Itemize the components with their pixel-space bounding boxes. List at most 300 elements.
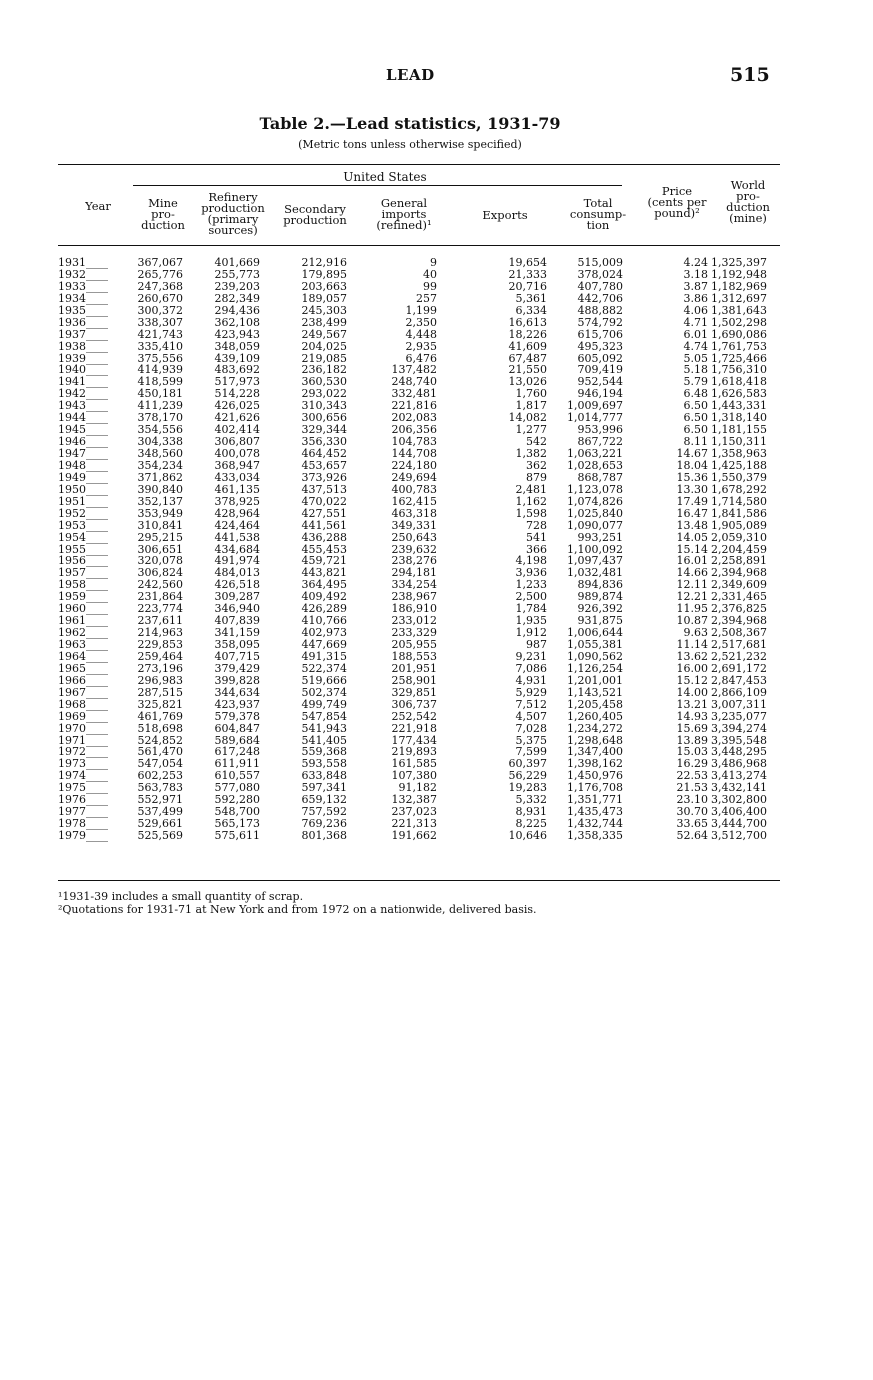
mine-production-cell: 300,372 bbox=[137, 303, 183, 317]
mine-production-cell: 418,599 bbox=[137, 375, 183, 389]
consumption-cell: 1,074,826 bbox=[567, 494, 623, 508]
consumption-cell: 1,028,653 bbox=[567, 458, 623, 472]
year-cell: 1978____ bbox=[58, 817, 108, 831]
consumption-cell: 1,205,458 bbox=[567, 697, 623, 711]
exports-cell: 18,226 bbox=[508, 327, 547, 341]
refinery-production-cell: 421,626 bbox=[214, 411, 260, 425]
year-cell: 1949____ bbox=[58, 470, 108, 484]
mine-production-cell: 231,864 bbox=[137, 590, 183, 604]
col-header-line: pro- bbox=[151, 207, 175, 221]
imports-cell: 400,783 bbox=[391, 482, 437, 496]
world-production-cell: 1,761,753 bbox=[711, 339, 767, 353]
secondary-production-cell: 410,766 bbox=[301, 614, 347, 628]
mine-production-cell: 547,054 bbox=[137, 757, 183, 771]
col-header-line: Price bbox=[661, 184, 693, 198]
world-production-cell: 2,376,825 bbox=[711, 602, 767, 616]
refinery-production-cell: 428,964 bbox=[214, 506, 260, 520]
imports-cell: 257 bbox=[416, 291, 437, 305]
year-cell: 1973____ bbox=[58, 757, 108, 771]
table-row bbox=[0, 508, 873, 520]
refinery-production-cell: 346,940 bbox=[214, 602, 260, 616]
world-production-cell: 1,318,140 bbox=[711, 411, 767, 425]
price-cell: 13.30 bbox=[676, 482, 708, 496]
refinery-production-cell: 517,973 bbox=[214, 375, 260, 389]
secondary-production-cell: 459,721 bbox=[301, 554, 347, 568]
consumption-cell: 615,706 bbox=[577, 327, 623, 341]
year-cell: 1958____ bbox=[58, 578, 108, 592]
imports-cell: 332,481 bbox=[391, 387, 437, 401]
world-production-cell: 2,349,609 bbox=[711, 578, 767, 592]
world-production-cell: 3,448,295 bbox=[711, 745, 767, 759]
exports-cell: 4,507 bbox=[515, 709, 547, 723]
exports-cell: 2,500 bbox=[515, 590, 547, 604]
price-cell: 4.24 bbox=[683, 256, 708, 269]
secondary-production-cell: 212,916 bbox=[301, 256, 347, 269]
imports-cell: 104,783 bbox=[391, 435, 437, 449]
refinery-production-cell: 423,943 bbox=[214, 327, 260, 341]
price-cell: 22.53 bbox=[676, 769, 708, 783]
mine-production-cell: 260,670 bbox=[137, 291, 183, 305]
mine-production-cell: 450,181 bbox=[137, 387, 183, 401]
imports-cell: 249,694 bbox=[391, 470, 437, 484]
consumption-cell: 868,787 bbox=[577, 470, 623, 484]
table-row bbox=[0, 484, 873, 496]
refinery-production-cell: 461,135 bbox=[214, 482, 260, 496]
price-cell: 6.48 bbox=[683, 387, 708, 401]
secondary-production-cell: 633,848 bbox=[301, 769, 347, 783]
exports-cell: 21,333 bbox=[508, 267, 547, 281]
exports-cell: 19,654 bbox=[508, 256, 547, 269]
year-cell: 1950____ bbox=[58, 482, 108, 496]
header-bottom-rule bbox=[58, 245, 780, 246]
price-cell: 10.87 bbox=[676, 614, 708, 628]
mine-production-cell: 295,215 bbox=[137, 530, 183, 544]
exports-cell: 10,646 bbox=[508, 829, 547, 842]
price-cell: 21.53 bbox=[676, 781, 708, 795]
secondary-production-cell: 464,452 bbox=[301, 447, 347, 460]
secondary-production-cell: 300,656 bbox=[301, 411, 347, 425]
imports-cell: 201,951 bbox=[391, 661, 437, 675]
mine-production-cell: 223,774 bbox=[137, 602, 183, 616]
refinery-production-cell: 282,349 bbox=[214, 291, 260, 305]
consumption-cell: 989,874 bbox=[577, 590, 623, 604]
consumption-cell: 952,544 bbox=[577, 375, 623, 389]
secondary-production-cell: 427,551 bbox=[301, 506, 347, 520]
world-production-cell: 1,626,583 bbox=[711, 387, 767, 401]
imports-cell: 188,553 bbox=[391, 649, 437, 663]
mine-production-cell: 367,067 bbox=[137, 256, 183, 269]
exports-cell: 3,936 bbox=[515, 566, 547, 580]
year-cell: 1935____ bbox=[58, 303, 108, 317]
consumption-cell: 1,398,162 bbox=[567, 757, 623, 771]
consumption-cell: 378,024 bbox=[577, 267, 623, 281]
secondary-production-cell: 541,405 bbox=[301, 733, 347, 747]
exports-cell: 7,599 bbox=[515, 745, 547, 759]
consumption-cell: 1,298,648 bbox=[567, 733, 623, 747]
exports-cell: 1,233 bbox=[515, 578, 547, 592]
col-header-year bbox=[70, 201, 126, 212]
consumption-cell: 931,875 bbox=[577, 614, 623, 628]
table-row bbox=[0, 675, 873, 687]
refinery-production-cell: 484,013 bbox=[214, 566, 260, 580]
refinery-production-cell: 579,378 bbox=[214, 709, 260, 723]
mine-production-cell: 421,743 bbox=[137, 327, 183, 341]
world-production-cell: 1,502,298 bbox=[711, 315, 767, 329]
world-production-cell: 3,413,274 bbox=[711, 769, 767, 783]
col-header-line: Secondary bbox=[284, 202, 346, 216]
exports-cell: 60,397 bbox=[508, 757, 547, 771]
refinery-production-cell: 514,228 bbox=[214, 387, 260, 401]
year-cell: 1970____ bbox=[58, 721, 108, 735]
world-production-cell: 3,512,700 bbox=[711, 829, 767, 842]
price-cell: 11.95 bbox=[676, 602, 708, 616]
exports-cell: 879 bbox=[526, 470, 547, 484]
consumption-cell: 1,351,771 bbox=[567, 793, 623, 807]
world-production-cell: 1,690,086 bbox=[711, 327, 767, 341]
imports-cell: 99 bbox=[423, 279, 437, 293]
refinery-production-cell: 548,700 bbox=[214, 805, 260, 819]
consumption-cell: 1,090,562 bbox=[567, 649, 623, 663]
imports-cell: 237,023 bbox=[391, 805, 437, 819]
consumption-cell: 1,032,481 bbox=[567, 566, 623, 580]
price-cell: 30.70 bbox=[676, 805, 708, 819]
price-cell: 52.64 bbox=[676, 829, 708, 842]
consumption-cell: 1,025,840 bbox=[567, 506, 623, 520]
secondary-production-cell: 491,315 bbox=[301, 649, 347, 663]
consumption-cell: 1,097,437 bbox=[567, 554, 623, 568]
mine-production-cell: 352,137 bbox=[137, 494, 183, 508]
exports-cell: 366 bbox=[526, 542, 547, 556]
imports-cell: 2,935 bbox=[405, 339, 437, 353]
price-cell: 17.49 bbox=[676, 494, 708, 508]
price-cell: 13.48 bbox=[676, 518, 708, 532]
price-cell: 9.63 bbox=[683, 626, 708, 640]
imports-cell: 221,918 bbox=[391, 721, 437, 735]
refinery-production-cell: 401,669 bbox=[214, 256, 260, 269]
price-cell: 15.03 bbox=[676, 745, 708, 759]
refinery-production-cell: 400,078 bbox=[214, 447, 260, 460]
mine-production-cell: 259,464 bbox=[137, 649, 183, 663]
col-header-consumption bbox=[560, 198, 636, 231]
year-cell: 1934____ bbox=[58, 291, 108, 305]
year-cell: 1933____ bbox=[58, 279, 108, 293]
price-cell: 5.79 bbox=[683, 375, 708, 389]
imports-cell: 206,356 bbox=[391, 423, 437, 437]
year-cell: 1937____ bbox=[58, 327, 108, 341]
exports-cell: 1,382 bbox=[515, 447, 547, 460]
exports-cell: 20,716 bbox=[508, 279, 547, 293]
world-production-cell: 1,841,586 bbox=[711, 506, 767, 520]
price-cell: 14.67 bbox=[676, 447, 708, 460]
col-header-refinery bbox=[195, 192, 271, 236]
price-cell: 6.50 bbox=[683, 411, 708, 425]
year-cell: 1977____ bbox=[58, 805, 108, 819]
consumption-cell: 1,435,473 bbox=[567, 805, 623, 819]
table-row bbox=[0, 341, 873, 353]
mine-production-cell: 411,239 bbox=[137, 399, 183, 413]
exports-cell: 16,613 bbox=[508, 315, 547, 329]
secondary-production-cell: 426,289 bbox=[301, 602, 347, 616]
consumption-cell: 1,201,001 bbox=[567, 673, 623, 687]
mine-production-cell: 265,776 bbox=[137, 267, 183, 281]
refinery-production-cell: 604,847 bbox=[214, 721, 260, 735]
consumption-cell: 515,009 bbox=[577, 256, 623, 269]
col-header-line: duction bbox=[726, 200, 770, 214]
consumption-cell: 946,194 bbox=[577, 387, 623, 401]
secondary-production-cell: 203,663 bbox=[301, 279, 347, 293]
imports-cell: 463,318 bbox=[391, 506, 437, 520]
table-row bbox=[0, 711, 873, 723]
col-header-line: Exports bbox=[482, 208, 528, 222]
table-row bbox=[0, 329, 873, 341]
table-row bbox=[0, 687, 873, 699]
price-cell: 12.21 bbox=[676, 590, 708, 604]
refinery-production-cell: 378,925 bbox=[214, 494, 260, 508]
imports-cell: 132,387 bbox=[391, 793, 437, 807]
secondary-production-cell: 453,657 bbox=[301, 458, 347, 472]
secondary-production-cell: 179,895 bbox=[301, 267, 347, 281]
secondary-production-cell: 189,057 bbox=[301, 291, 347, 305]
consumption-cell: 1,126,254 bbox=[567, 661, 623, 675]
year-cell: 1979____ bbox=[58, 829, 108, 842]
year-cell: 1943____ bbox=[58, 399, 108, 413]
year-cell: 1967____ bbox=[58, 685, 108, 699]
exports-cell: 8,225 bbox=[515, 817, 547, 831]
table-row bbox=[0, 293, 873, 305]
year-cell: 1969____ bbox=[58, 709, 108, 723]
imports-cell: 1,199 bbox=[405, 303, 437, 317]
mine-production-cell: 296,983 bbox=[137, 673, 183, 687]
price-cell: 16.01 bbox=[676, 554, 708, 568]
refinery-production-cell: 368,947 bbox=[214, 458, 260, 472]
world-production-cell: 2,394,968 bbox=[711, 566, 767, 580]
imports-cell: 306,737 bbox=[391, 697, 437, 711]
world-production-cell: 2,059,310 bbox=[711, 530, 767, 544]
imports-cell: 161,585 bbox=[391, 757, 437, 771]
refinery-production-cell: 358,095 bbox=[214, 638, 260, 651]
exports-cell: 14,082 bbox=[508, 411, 547, 425]
exports-cell: 987 bbox=[526, 638, 547, 651]
world-production-cell: 1,550,379 bbox=[711, 470, 767, 484]
table-row bbox=[0, 830, 873, 842]
secondary-production-cell: 559,368 bbox=[301, 745, 347, 759]
consumption-cell: 488,882 bbox=[577, 303, 623, 317]
consumption-cell: 867,722 bbox=[577, 435, 623, 449]
mine-production-cell: 320,078 bbox=[137, 554, 183, 568]
year-cell: 1939____ bbox=[58, 351, 108, 365]
secondary-production-cell: 502,374 bbox=[301, 685, 347, 699]
price-cell: 16.47 bbox=[676, 506, 708, 520]
imports-cell: 250,643 bbox=[391, 530, 437, 544]
year-cell: 1944____ bbox=[58, 411, 108, 425]
price-cell: 11.14 bbox=[676, 638, 708, 651]
group-rule bbox=[133, 185, 622, 186]
exports-cell: 5,929 bbox=[515, 685, 547, 699]
secondary-production-cell: 219,085 bbox=[301, 351, 347, 365]
mine-production-cell: 229,853 bbox=[137, 638, 183, 651]
consumption-cell: 1,063,221 bbox=[567, 447, 623, 460]
year-cell: 1948____ bbox=[58, 458, 108, 472]
table-row bbox=[0, 723, 873, 735]
imports-cell: 334,254 bbox=[391, 578, 437, 592]
mine-production-cell: 338,307 bbox=[137, 315, 183, 329]
secondary-production-cell: 547,854 bbox=[301, 709, 347, 723]
world-production-cell: 1,443,331 bbox=[711, 399, 767, 413]
col-header-line: tion bbox=[586, 218, 610, 232]
consumption-cell: 709,419 bbox=[577, 363, 623, 377]
secondary-production-cell: 364,495 bbox=[301, 578, 347, 592]
year-cell: 1959____ bbox=[58, 590, 108, 604]
imports-cell: 202,083 bbox=[391, 411, 437, 425]
price-cell: 3.18 bbox=[683, 267, 708, 281]
mine-production-cell: 306,651 bbox=[137, 542, 183, 556]
refinery-production-cell: 407,715 bbox=[214, 649, 260, 663]
exports-cell: 21,550 bbox=[508, 363, 547, 377]
year-cell: 1971____ bbox=[58, 733, 108, 747]
consumption-cell: 605,092 bbox=[577, 351, 623, 365]
mine-production-cell: 354,556 bbox=[137, 423, 183, 437]
year-cell: 1956____ bbox=[58, 554, 108, 568]
refinery-production-cell: 441,538 bbox=[214, 530, 260, 544]
imports-cell: 91,182 bbox=[398, 781, 437, 795]
year-cell: 1931____ bbox=[58, 256, 108, 269]
mine-production-cell: 310,841 bbox=[137, 518, 183, 532]
imports-cell: 144,708 bbox=[391, 447, 437, 460]
secondary-production-cell: 356,330 bbox=[301, 435, 347, 449]
consumption-cell: 1,009,697 bbox=[567, 399, 623, 413]
mine-production-cell: 390,840 bbox=[137, 482, 183, 496]
year-cell: 1940____ bbox=[58, 363, 108, 377]
exports-cell: 7,512 bbox=[515, 697, 547, 711]
mine-production-cell: 353,949 bbox=[137, 506, 183, 520]
exports-cell: 56,229 bbox=[508, 769, 547, 783]
exports-cell: 1,935 bbox=[515, 614, 547, 628]
mine-production-cell: 306,824 bbox=[137, 566, 183, 580]
exports-cell: 8,931 bbox=[515, 805, 547, 819]
secondary-production-cell: 238,499 bbox=[301, 315, 347, 329]
world-production-cell: 2,521,232 bbox=[711, 649, 767, 663]
consumption-cell: 1,432,744 bbox=[567, 817, 623, 831]
imports-cell: 177,434 bbox=[391, 733, 437, 747]
exports-cell: 5,332 bbox=[515, 793, 547, 807]
secondary-production-cell: 519,666 bbox=[301, 673, 347, 687]
secondary-production-cell: 757,592 bbox=[301, 805, 347, 819]
mine-production-cell: 518,698 bbox=[137, 721, 183, 735]
secondary-production-cell: 436,288 bbox=[301, 530, 347, 544]
price-cell: 13.62 bbox=[676, 649, 708, 663]
col-header-secondary bbox=[276, 204, 354, 226]
world-production-cell: 1,312,697 bbox=[711, 291, 767, 305]
exports-cell: 1,817 bbox=[515, 399, 547, 413]
price-cell: 15.12 bbox=[676, 673, 708, 687]
secondary-production-cell: 245,303 bbox=[301, 303, 347, 317]
col-header-imports bbox=[366, 198, 442, 231]
secondary-production-cell: 443,821 bbox=[301, 566, 347, 580]
exports-cell: 1,277 bbox=[515, 423, 547, 437]
world-production-cell: 1,381,643 bbox=[711, 303, 767, 317]
price-cell: 4.06 bbox=[683, 303, 708, 317]
world-production-cell: 2,866,109 bbox=[711, 685, 767, 699]
bottom-rule bbox=[58, 880, 780, 881]
imports-cell: 6,476 bbox=[405, 351, 437, 365]
secondary-production-cell: 236,182 bbox=[301, 363, 347, 377]
col-header-line: imports bbox=[381, 207, 427, 221]
imports-cell: 238,967 bbox=[391, 590, 437, 604]
price-cell: 14.05 bbox=[676, 530, 708, 544]
table-title: Table 2.—Lead statistics, 1931-79 bbox=[259, 114, 561, 133]
mine-production-cell: 247,368 bbox=[137, 279, 183, 293]
world-production-cell: 3,302,800 bbox=[711, 793, 767, 807]
world-production-cell: 2,258,891 bbox=[711, 554, 767, 568]
refinery-production-cell: 407,839 bbox=[214, 614, 260, 628]
imports-cell: 186,910 bbox=[391, 602, 437, 616]
world-production-cell: 1,182,969 bbox=[711, 279, 767, 293]
price-cell: 14.00 bbox=[676, 685, 708, 699]
refinery-production-cell: 434,684 bbox=[214, 542, 260, 556]
mine-production-cell: 525,569 bbox=[137, 829, 183, 842]
refinery-production-cell: 255,773 bbox=[214, 267, 260, 281]
consumption-cell: 894,836 bbox=[577, 578, 623, 592]
mine-production-cell: 378,170 bbox=[137, 411, 183, 425]
imports-cell: 205,955 bbox=[391, 638, 437, 651]
refinery-production-cell: 424,464 bbox=[214, 518, 260, 532]
consumption-cell: 1,358,335 bbox=[567, 829, 623, 842]
year-cell: 1963____ bbox=[58, 638, 108, 651]
secondary-production-cell: 402,973 bbox=[301, 626, 347, 640]
exports-cell: 362 bbox=[526, 458, 547, 472]
secondary-production-cell: 360,530 bbox=[301, 375, 347, 389]
world-production-cell: 3,395,548 bbox=[711, 733, 767, 747]
year-cell: 1941____ bbox=[58, 375, 108, 389]
year-cell: 1968____ bbox=[58, 697, 108, 711]
secondary-production-cell: 204,025 bbox=[301, 339, 347, 353]
refinery-production-cell: 309,287 bbox=[214, 590, 260, 604]
world-production-cell: 3,486,968 bbox=[711, 757, 767, 771]
mine-production-cell: 214,963 bbox=[137, 626, 183, 640]
year-cell: 1953____ bbox=[58, 518, 108, 532]
world-production-cell: 1,192,948 bbox=[711, 267, 767, 281]
world-production-cell: 2,394,968 bbox=[711, 614, 767, 628]
refinery-production-cell: 362,108 bbox=[214, 315, 260, 329]
mine-production-cell: 461,769 bbox=[137, 709, 183, 723]
table-row bbox=[0, 532, 873, 544]
year-cell: 1960____ bbox=[58, 602, 108, 616]
page-number: 515 bbox=[730, 64, 770, 86]
world-production-cell: 1,181,155 bbox=[711, 423, 767, 437]
refinery-production-cell: 348,059 bbox=[214, 339, 260, 353]
price-cell: 6.50 bbox=[683, 399, 708, 413]
refinery-production-cell: 611,911 bbox=[214, 757, 260, 771]
exports-cell: 19,283 bbox=[508, 781, 547, 795]
secondary-production-cell: 441,561 bbox=[301, 518, 347, 532]
consumption-cell: 1,260,405 bbox=[567, 709, 623, 723]
col-header-line: Refinery bbox=[208, 190, 258, 204]
table-row bbox=[0, 496, 873, 508]
price-cell: 3.87 bbox=[683, 279, 708, 293]
secondary-production-cell: 447,669 bbox=[301, 638, 347, 651]
col-header-price bbox=[640, 186, 714, 219]
refinery-production-cell: 589,684 bbox=[214, 733, 260, 747]
refinery-production-cell: 610,557 bbox=[214, 769, 260, 783]
imports-cell: 221,313 bbox=[391, 817, 437, 831]
year-cell: 1951____ bbox=[58, 494, 108, 508]
year-cell: 1975____ bbox=[58, 781, 108, 795]
footnotes bbox=[58, 890, 537, 916]
col-header-line: (primary bbox=[207, 212, 259, 226]
table-body bbox=[0, 257, 873, 842]
exports-cell: 4,198 bbox=[515, 554, 547, 568]
price-cell: 15.36 bbox=[676, 470, 708, 484]
